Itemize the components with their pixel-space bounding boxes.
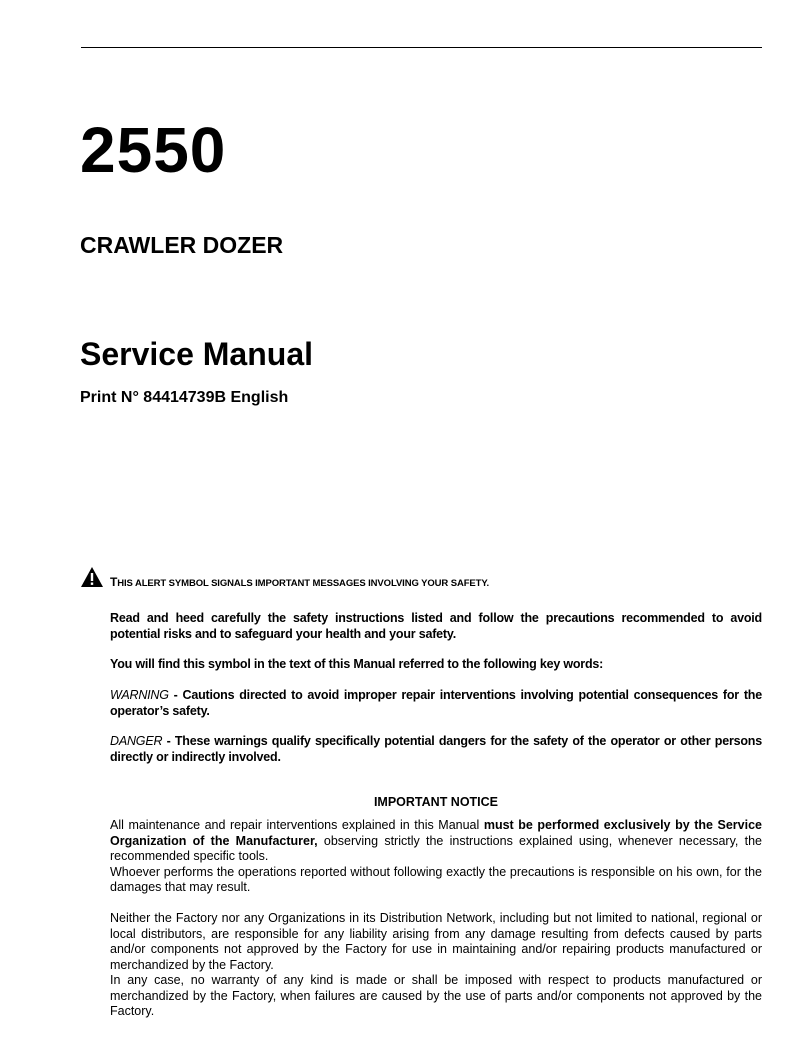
danger-definition bbox=[110, 734, 762, 765]
notice-p1-start: All maintenance and repair interventions explained in this Manual bbox=[110, 818, 484, 832]
notice-paragraph-3: Neither the Factory nor any Organizations in its Distribution Network, including but not limited to national, regional or local distributors, are responsible for any liability arising from any damage resulting from defects caused by parts and/or components not approved by the Factory for use in maintaining and/or repairing products manufactured or merchandized by the Factory. bbox=[110, 911, 762, 972]
warning-text: - Cautions directed to avoid improper repair interventions involving potential consequences for the operator’s safety. bbox=[110, 688, 762, 718]
document-title: Service Manual bbox=[80, 336, 313, 372]
top-rule bbox=[81, 47, 762, 48]
notice-paragraph-2: Whoever performs the operations reported without following exactly the precautions is responsible on his own, for the damages that may result. bbox=[110, 864, 762, 894]
notice-p1-end: observing strictly the instructions explained using, whenever necessary, the recommended specific tools. bbox=[110, 833, 762, 863]
warning-definition bbox=[110, 688, 762, 719]
print-number: Print N° 84414739B English bbox=[80, 389, 289, 406]
danger-text: - These warnings qualify specifically potential dangers for the safety of the operator or other persons directly or indirectly involved. bbox=[110, 734, 762, 764]
notice-paragraph-1 bbox=[110, 818, 762, 865]
alert-initial: T bbox=[110, 575, 118, 589]
safety-key-words-intro: You will find this symbol in the text of this Manual referred to the following key words: bbox=[110, 657, 604, 671]
notice-p1-bold: must be performed exclusively by the Service Organization of the Manufacturer, bbox=[110, 818, 762, 848]
alert-message bbox=[110, 575, 489, 589]
machine-type: CRAWLER DOZER bbox=[80, 232, 284, 258]
warning-triangle-icon bbox=[80, 566, 104, 588]
notice-paragraph-4: In any case, no warranty of any kind is made or shall be imposed with respect to products manufactured or merchandized by the Factory, when failures are caused by the use of parts and/or components not approved by the Factory. bbox=[110, 973, 762, 1018]
model-number: 2550 bbox=[80, 114, 227, 186]
alert-rest: HIS ALERT SYMBOL SIGNALS IMPORTANT MESSAGES INVOLVING YOUR SAFETY. bbox=[117, 578, 490, 589]
danger-label: DANGER bbox=[110, 734, 163, 748]
warning-label: WARNING bbox=[110, 688, 169, 702]
notice-block-2 bbox=[110, 911, 762, 1020]
notice-block-1 bbox=[110, 818, 762, 896]
safety-alert bbox=[80, 566, 770, 590]
safety-read-heed: Read and heed carefully the safety instructions listed and follow the precautions recommended to avoid potential risks and to safeguard your health and your safety. bbox=[110, 611, 762, 641]
important-notice-title: IMPORTANT NOTICE bbox=[373, 795, 499, 809]
